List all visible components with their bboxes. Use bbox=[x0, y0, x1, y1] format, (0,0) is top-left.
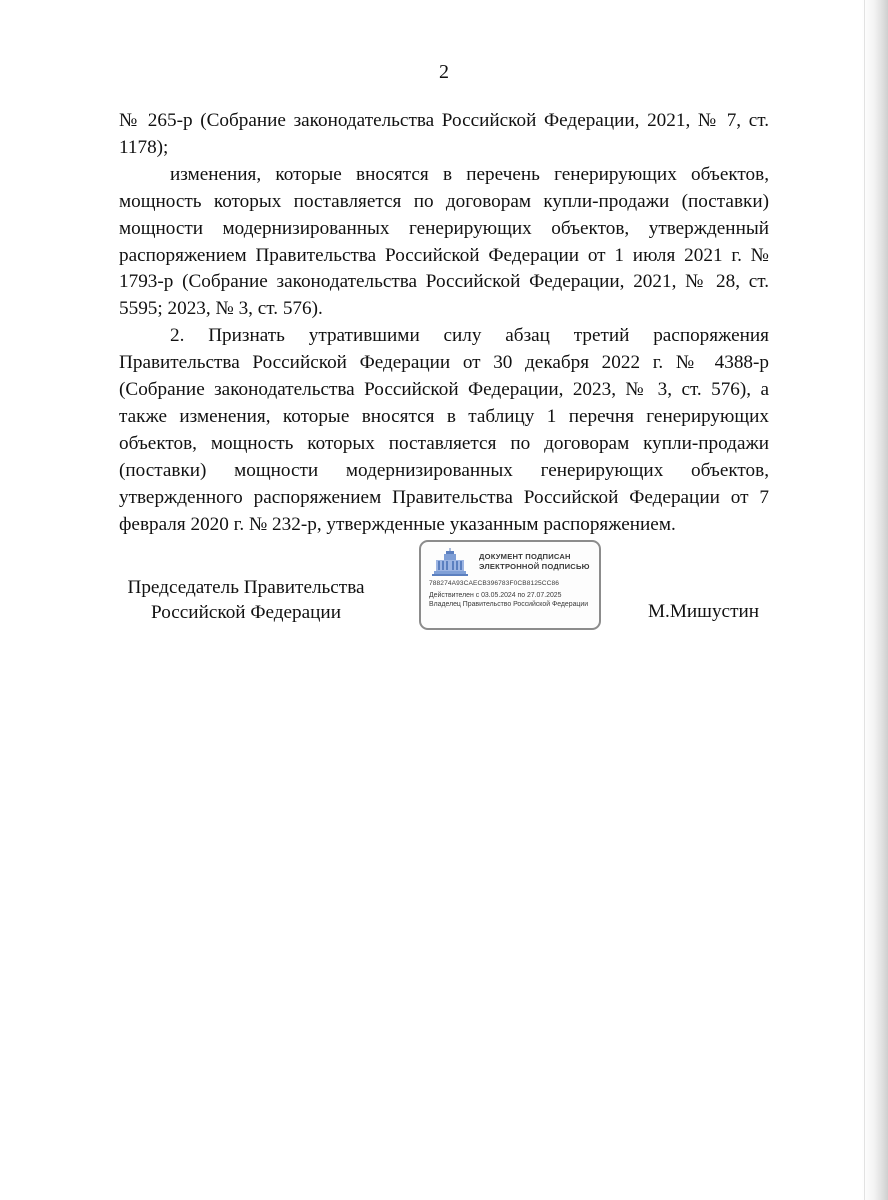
stamp-heading-line1: ДОКУМЕНТ ПОДПИСАН bbox=[479, 552, 571, 561]
paragraph-item-2: 2. Признать утратившими силу абзац третий распоряжения Правительства Российской Федерации от 30 декабря 2022 г. № 4388-р (Собрание законодательства Российской Федерации, 2023, № 3, ст. 576), а также изменения, которые вносятся в таблицу 1 перечня генерирующих объектов, мощность которых поставляется по договорам купли-продажи (поставки) мощности модернизированных генерирующих объектов, утвержденного распоряжением Правительства Российской Федерации от 7 февраля 2020 г. № 232-р, утвержденные указанным распоряжением. bbox=[119, 325, 769, 535]
stamp-owner: Владелец Правительство Российской Федерации bbox=[429, 601, 589, 608]
signatory-position-line1: Председатель Правительства bbox=[127, 577, 365, 598]
page-edge-shadow bbox=[862, 0, 888, 1200]
signatory-position-line2: Российской Федерации bbox=[151, 602, 341, 623]
page-edge-line bbox=[864, 0, 865, 1200]
document-body bbox=[119, 108, 769, 539]
electronic-signature-stamp bbox=[419, 540, 601, 630]
paragraph-continuation: № 265-р (Собрание законодательства Российской Федерации, 2021, № 7, ст. 1178); bbox=[119, 110, 769, 158]
page-number: 2 bbox=[439, 61, 449, 83]
government-building-icon bbox=[430, 548, 470, 578]
signatory-position bbox=[110, 575, 382, 625]
stamp-validity: Действителен с 03.05.2024 по 27.07.2025 bbox=[429, 592, 562, 599]
signer-name: М.Мишустин bbox=[648, 601, 759, 622]
stamp-heading bbox=[479, 552, 599, 572]
stamp-certificate-number: 788274A93CAECB396783F0CB8125CC86 bbox=[429, 580, 560, 587]
paragraph-changes-list: изменения, которые вносятся в перечень генерирующих объектов, мощность которых поставляется по договорам купли-продажи (поставки) мощности модернизированных генерирующих объектов, утвержденный распоряжением Правительства Российской Федерации от 1 июля 2021 г. № 1793-р (Собрание законодательства Российской Федерации, 2021, № 28, ст. 5595; 2023, № 3, ст. 576). bbox=[119, 163, 769, 320]
stamp-heading-line2: ЭЛЕКТРОННОЙ ПОДПИСЬЮ bbox=[479, 562, 590, 571]
